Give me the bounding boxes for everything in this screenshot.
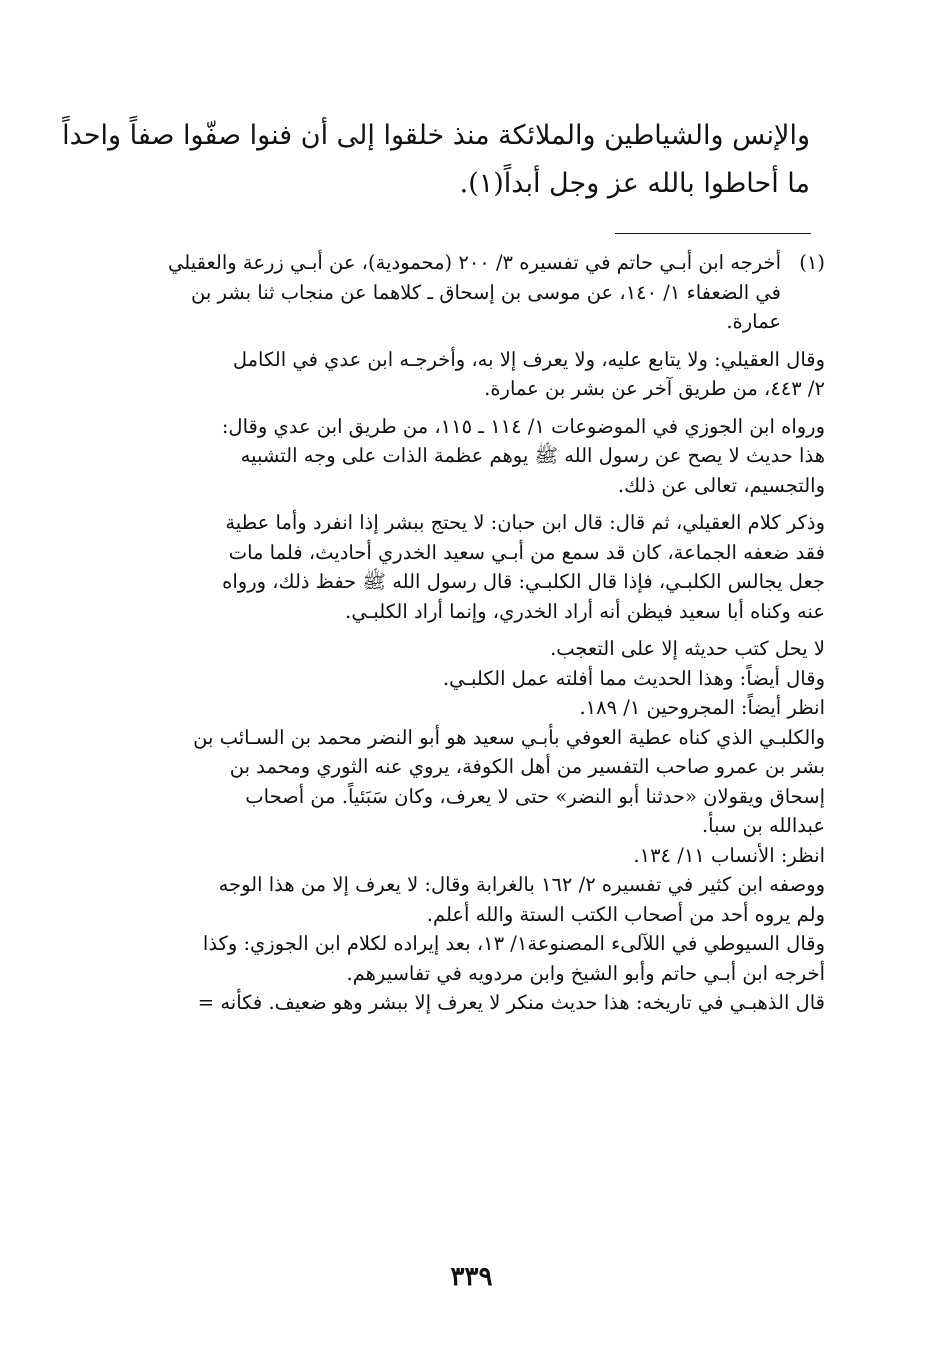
footnote-line: أخرجه ابن أبـي حاتم وأبو الشيخ وابن مردويه في تفاسيرهم.: [346, 961, 825, 985]
footnote-line: وقال السيوطي في اللآلىء المصنوعة١/ ١٣، بعد إيراده لكلام ابن الجوزي: وكذا: [202, 932, 825, 955]
footnote-line: إسحاق ويقولان «حدثنا أبو النضر» حتى لا يعرف، وكان سَبَئياً. من أصحاب: [245, 784, 825, 808]
footnote-block: [125, 634, 825, 1018]
footnote-line: انظر أيضاً: المجروحين ١/ ١٨٩.: [579, 696, 825, 719]
footnote-line: عمارة.: [726, 310, 781, 333]
footnote-line: قال الذهبـي في تاريخه: هذا حديث منكر لا يعرف إلا ببشر وهو ضعيف. فكأنه =: [197, 991, 825, 1014]
footnote-line: فقد ضعفه الجماعة، كان قد سمع من أبـي سعيد الخدري أحاديث، فلما مات: [228, 540, 825, 564]
footnote-separator: [615, 233, 811, 234]
footnote-block: [125, 248, 825, 337]
footnote-line: بشر بن عمرو صاحب التفسير من أهل الكوفة، يروي عنه الثوري ومحمد بن: [229, 755, 825, 778]
footnotes: [125, 248, 825, 1018]
footnote-line: أخرجه ابن أبـي حاتم في تفسيره ٣/ ٢٠٠ (محمودية)، عن أبـي زرعة والعقيلي: [168, 251, 781, 274]
footnote-line: ولم يروه أحد من أصحاب الكتب الستة والله أعلم.: [426, 902, 825, 926]
main-text-line: ما أحاطوا بالله عز وجل أبداً(١).: [459, 168, 810, 199]
footnote-line: وقال أيضاً: وهذا الحديث مما أفلته عمل الكلبـي.: [442, 666, 825, 690]
footnote-line: عنه وكناه أبا سعيد فيظن أنه أراد الخدري، وإنما أراد الكلبـي.: [345, 599, 825, 623]
footnote-line: في الضعفاء ١/ ١٤٠، عن موسى بن إسحاق ـ كلاهما عن منجاب ثنا بشر بن: [191, 280, 781, 304]
footnote-line: انظر: الأنساب ١١/ ١٣٤.: [633, 843, 825, 867]
footnote-line: جعل يجالس الكلبـي، فإذا قال الكلبـي: قال رسول الله ﷺ حفظ ذلك، ورواه: [222, 570, 825, 593]
footnote-marker: (١): [799, 251, 825, 274]
main-text-line: والإنس والشياطين والملائكة منذ خلقوا إلى أن فنوا صفّوا صفاً واحداً: [62, 120, 810, 151]
footnote-line: والتجسيم، تعالى عن ذلك.: [617, 473, 825, 497]
footnote-line: ٢/ ٤٤٣، من طريق آخر عن بشر بن عمارة.: [484, 377, 825, 400]
footnote-block: [125, 412, 825, 501]
page-number: ٣٣٩: [450, 1262, 493, 1292]
footnote-line: لا يحل كتب حديثه إلا على التعجب.: [550, 637, 825, 660]
main-text: [62, 112, 810, 208]
footnote-line: ورواه ابن الجوزي في الموضوعات ١/ ١١٤ ـ ١١٥، من طريق ابن عدي وقال:: [221, 414, 825, 438]
footnote-line: وذكر كلام العقيلي، ثم قال: قال ابن حبان: لا يحتج ببشر إذا انفرد وأما عطية: [225, 511, 825, 534]
footnote-line: والكلبـي الذي كناه عطية العوفي بأبـي سعيد هو أبو النضر محمد بن السـائب بن: [193, 725, 825, 749]
footnote-block: [125, 508, 825, 626]
footnote-block: [125, 345, 825, 404]
footnote-line: عبدالله بن سبأ.: [701, 814, 825, 837]
footnote-line: هذا حديث لا يصح عن رسول الله ﷺ يوهم عظمة الذات على وجه التشبيه: [240, 444, 825, 467]
footnote-line: وقال العقيلي: ولا يتابع عليه، ولا يعرف إلا به، وأخرجـه ابن عدي في الكامل: [232, 347, 825, 371]
footnote-line: ووصفه ابن كثير في تفسيره ٢/ ١٦٢ بالغرابة وقال: لا يعرف إلا من هذا الوجه: [218, 873, 825, 896]
